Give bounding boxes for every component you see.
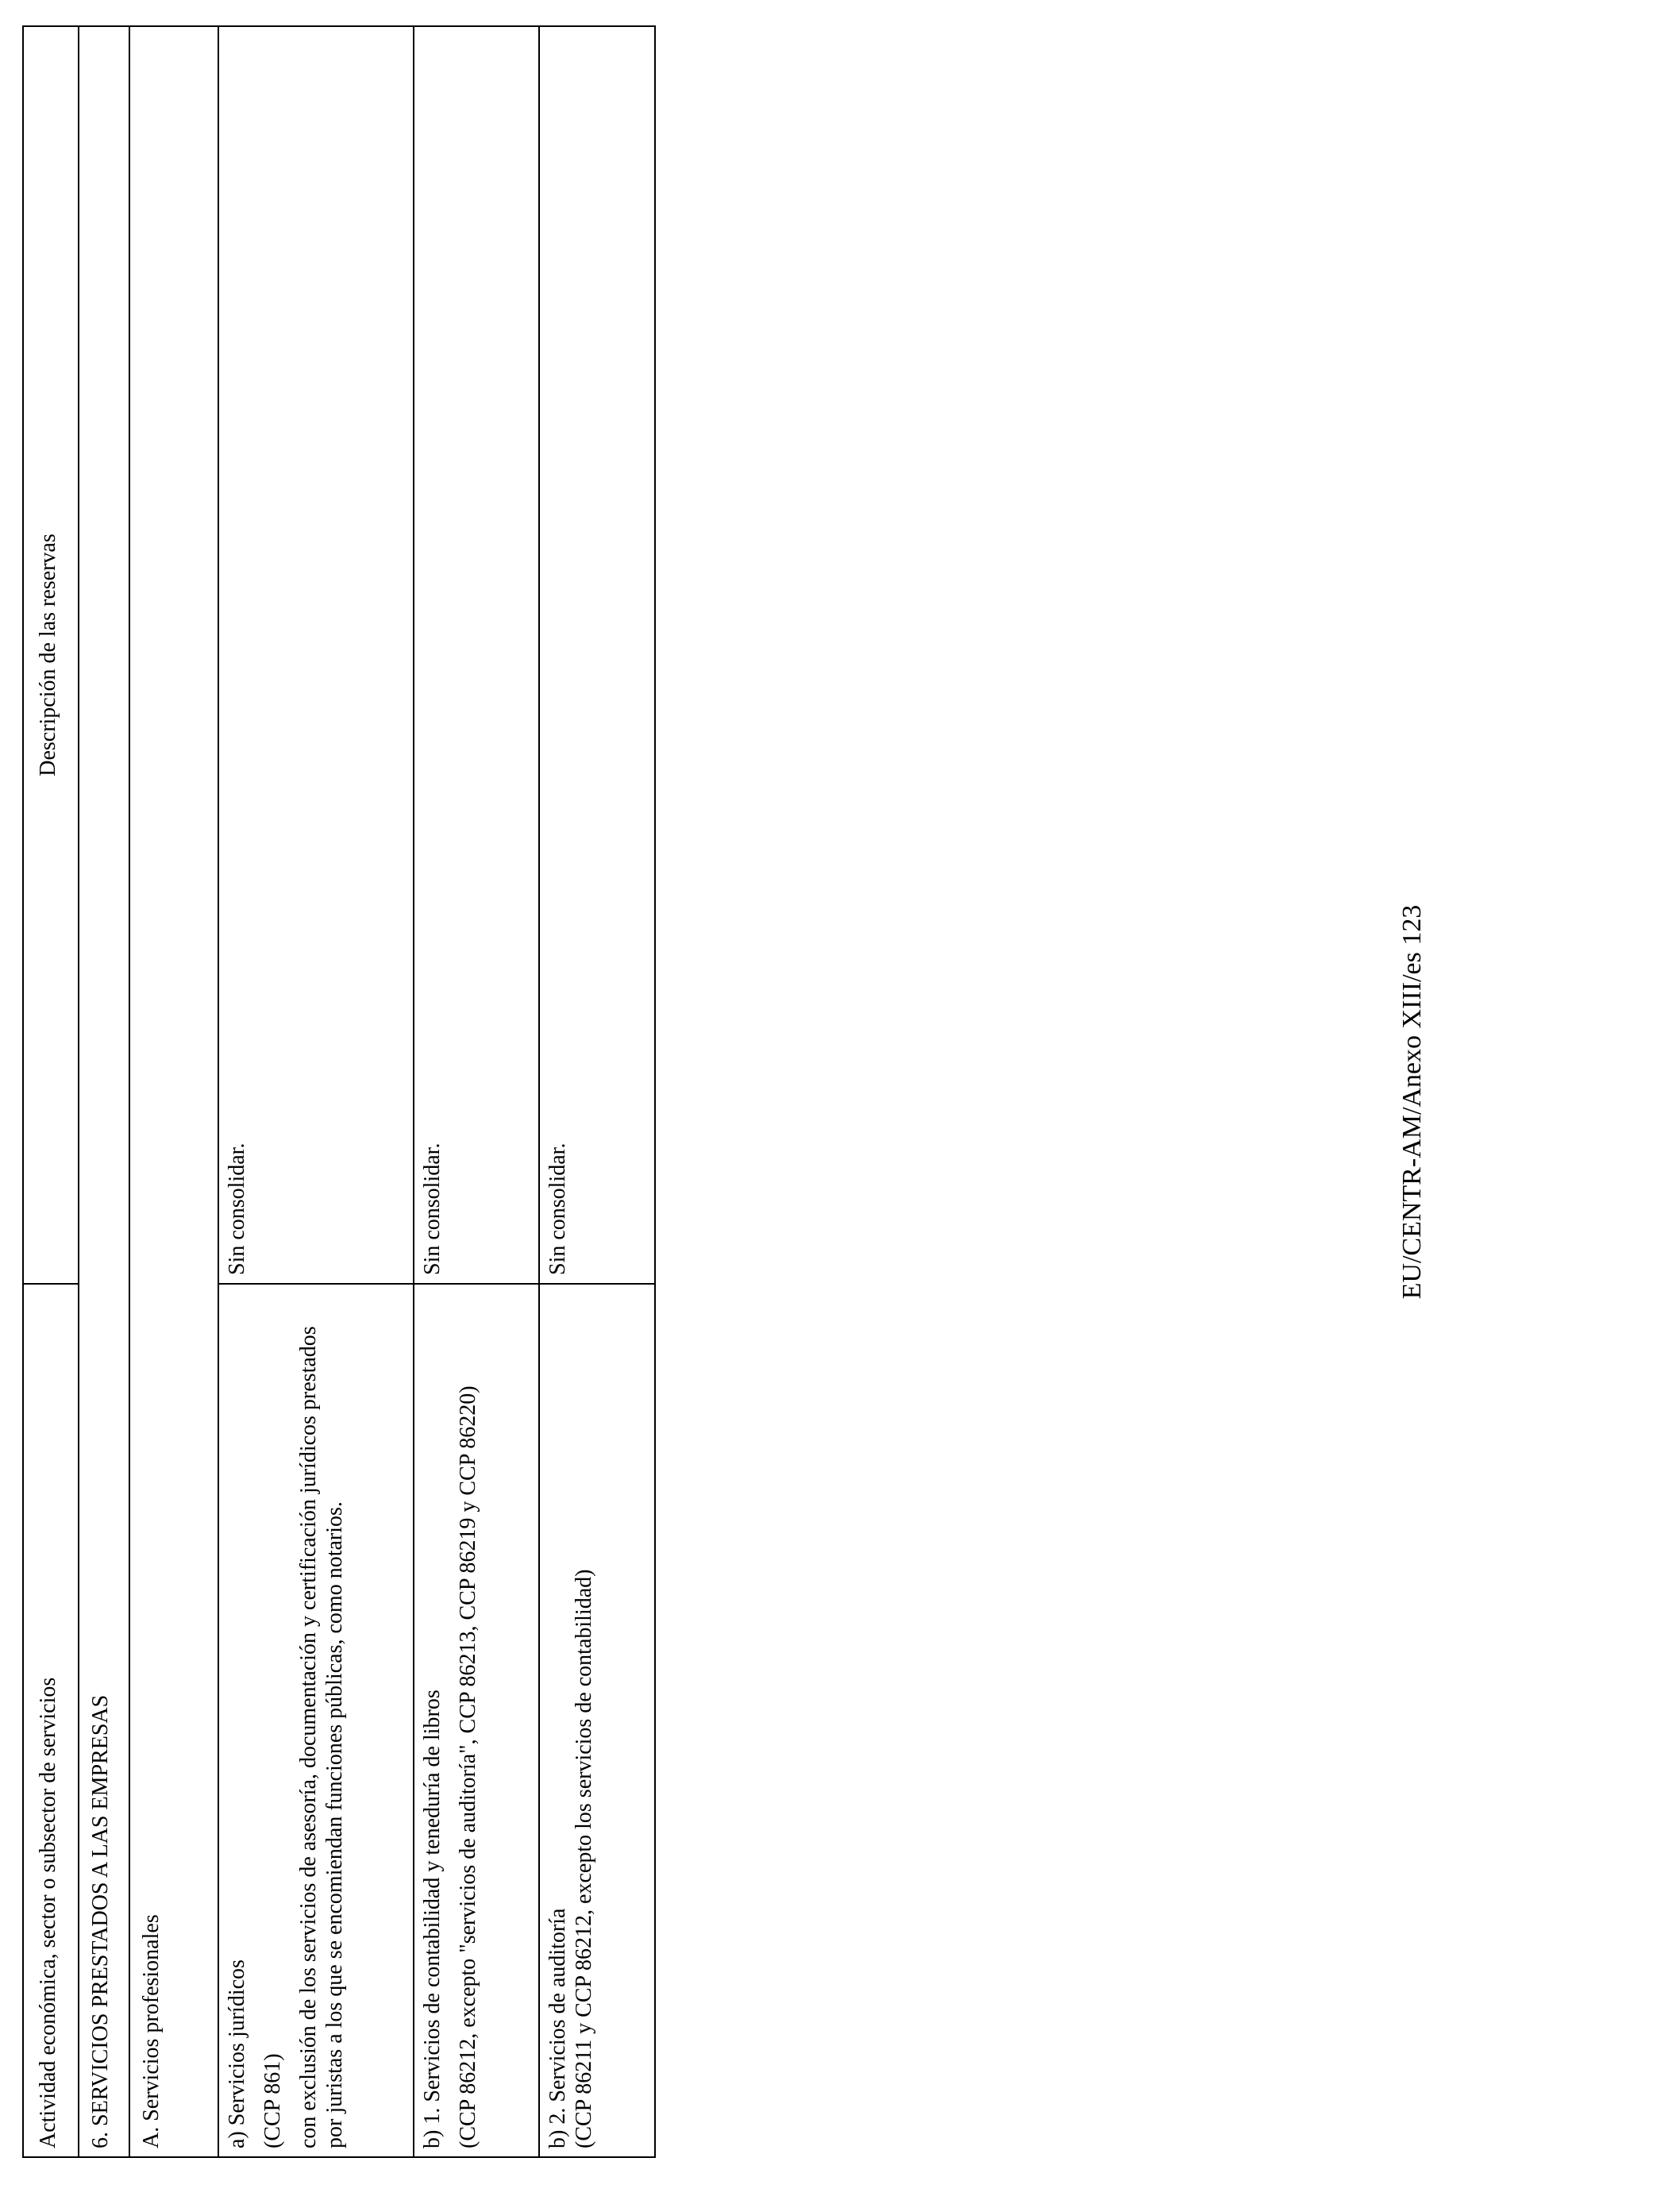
page-footer-reference: EU/CENTR-AM/Anexo XIII/es 123 <box>1397 904 1427 1300</box>
activity-line: b) 2. Servicios de auditoría <box>545 1908 570 2148</box>
activity-line: (CCP 86211 y CCP 86212, excepto los servicios de contabilidad) <box>572 1569 597 2148</box>
activity-line: con exclusión de los servicios de asesoría, documentación y certificación jurídicos prestados por juristas a los que se encomiendan funciones públicas, como notarios. <box>296 1326 348 2148</box>
activity-cell <box>414 1284 539 2157</box>
table-row <box>414 26 539 2157</box>
activity-line: (CCP 86212, excepto "servicios de auditoría", CCP 86213, CCP 86219 y CCP 86220) <box>456 1385 481 2148</box>
activity-line: a) Servicios jurídicos <box>225 1959 249 2148</box>
section-title: 6. SERVICIOS PRESTADOS A LAS EMPRESAS <box>79 26 129 2157</box>
description-cell: Sin consolidar. <box>218 26 414 1284</box>
section-row <box>79 26 129 2157</box>
description-cell: Sin consolidar. <box>414 26 539 1284</box>
activity-line: (CCP 861) <box>260 2053 286 2148</box>
header-activity: Actividad económica, sector o subsector de servicios <box>23 1284 79 2157</box>
table-row <box>539 26 655 2157</box>
header-description: Descripción de las reservas <box>23 26 79 1284</box>
table-row <box>218 26 414 2157</box>
description-cell: Sin consolidar. <box>539 26 655 1284</box>
activity-line: b) 1. Servicios de contabilidad y teneduría de libros <box>420 1690 445 2148</box>
table-header-row <box>23 26 79 2157</box>
subsection-row <box>129 26 218 2157</box>
activity-cell <box>539 1284 655 2157</box>
subsection-title: A. Servicios profesionales <box>129 26 218 2157</box>
reservations-table <box>22 25 656 2158</box>
activity-cell <box>218 1284 414 2157</box>
